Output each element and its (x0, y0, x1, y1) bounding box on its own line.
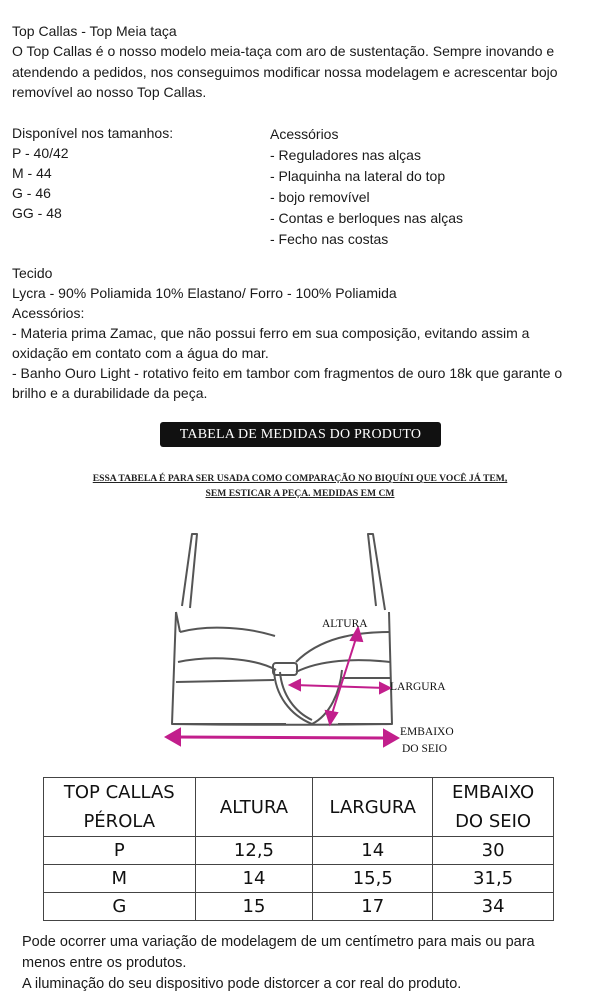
fabric-heading: Tecido (12, 265, 53, 281)
footer-line: A iluminação do seu dispositivo pode distorcer a cor real do produto. (22, 976, 462, 992)
table-cell: G (44, 893, 196, 921)
sizes-section (12, 123, 173, 223)
fabric-accessories-heading: Acessórios: (12, 305, 85, 321)
bra-diagram (0, 520, 600, 760)
table-cell: 15,5 (313, 865, 433, 893)
header-cell: ALTURA (195, 778, 313, 837)
table-cell: 17 (313, 893, 433, 921)
table-cell: M (44, 865, 196, 893)
largura-label: LARGURA (390, 681, 446, 693)
table-cell: 30 (433, 837, 554, 865)
accessory-item: - Plaquinha na lateral do top (270, 168, 446, 184)
header-cell: LARGURA (313, 778, 433, 837)
embaixo-label: DO SEIO (402, 743, 448, 755)
size-table (43, 777, 554, 921)
fabric-accessory-line: oxidação em contato com a água do mar. (12, 345, 269, 361)
table-row (44, 893, 554, 921)
altura-label: ALTURA (322, 618, 368, 630)
product-description: O Top Callas é o nosso modelo meia-taça com aro de sustentação. Sempre inovando e atendendo a pedidos, nos conseguimos modificar nossa modelagem e acrescentar bojo removível ao nosso Top Callas. (12, 43, 558, 100)
accessory-item: - bojo removível (270, 189, 370, 205)
size-item: GG - 48 (12, 205, 62, 221)
sizes-heading: Disponível nos tamanhos: (12, 125, 174, 141)
table-row (44, 837, 554, 865)
size-item: G - 46 (12, 185, 51, 201)
fabric-section (12, 263, 598, 403)
header-cell: EMBAIXO DO SEIO (433, 778, 554, 837)
table-cell: 12,5 (195, 837, 313, 865)
accessory-item: - Contas e berloques nas alças (270, 210, 463, 226)
table-row (44, 865, 554, 893)
embaixo-label: EMBAIXO (400, 726, 454, 738)
table-header-row (44, 778, 554, 837)
fabric-accessory-line: brilho e a durabilidade da peça. (12, 385, 208, 401)
footer-note (22, 932, 592, 995)
accessory-item: - Reguladores nas alças (270, 147, 421, 163)
accessories-section (270, 124, 463, 250)
footer-line: menos entre os produtos. (22, 955, 187, 971)
table-cell: 34 (433, 893, 554, 921)
measurement-note-line: ESSA TABELA É PARA SER USADA COMO COMPARAÇÃO NO BIQUÍNI QUE VOCÊ JÁ TEM, (92, 473, 508, 484)
table-cell: 15 (195, 893, 313, 921)
measurement-arrows (166, 628, 398, 746)
table-cell: 14 (313, 837, 433, 865)
measurement-note (30, 471, 570, 501)
accessory-item: - Fecho nas costas (270, 231, 389, 247)
table-cell: 31,5 (433, 865, 554, 893)
footer-line: Pode ocorrer uma variação de modelagem de um centímetro para mais ou para (22, 934, 535, 950)
measurement-note-line: SEM ESTICAR A PEÇA. MEDIDAS EM CM (205, 488, 395, 499)
accessories-heading: Acessórios (270, 126, 339, 142)
fabric-composition: Lycra - 90% Poliamida 10% Elastano/ Forro - 100% Poliamida (12, 285, 397, 301)
table-cell: P (44, 837, 196, 865)
size-item: P - 40/42 (12, 145, 69, 161)
product-title: Top Callas - Top Meia taça (12, 23, 177, 39)
header-cell: TOP CALLAS PÉROLA (44, 778, 196, 837)
table-cell: 14 (195, 865, 313, 893)
measurement-table-heading: TABELA DE MEDIDAS DO PRODUTO (160, 422, 441, 447)
size-item: M - 44 (12, 165, 52, 181)
fabric-accessory-line: - Banho Ouro Light - rotativo feito em tambor com fragmentos de ouro 18k que garante o (12, 365, 563, 381)
fabric-accessory-line: - Materia prima Zamac, que não possui ferro em sua composição, evitando assim a (12, 325, 530, 341)
